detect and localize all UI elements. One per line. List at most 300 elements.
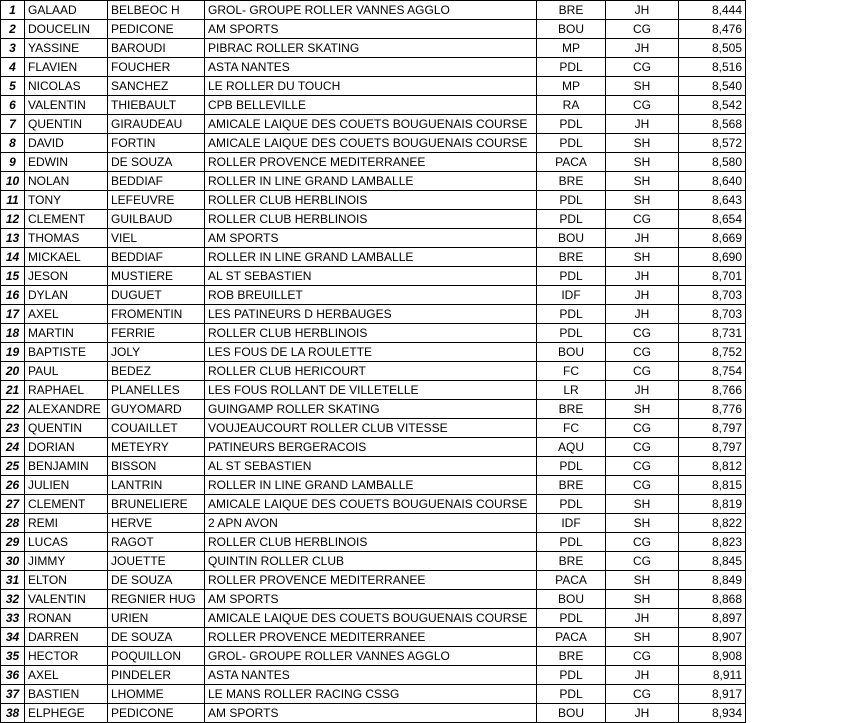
club-cell: PATINEURS BERGERACOIS [205, 438, 537, 457]
table-row [1, 248, 746, 267]
table-row [1, 191, 746, 210]
category-cell: CG [606, 58, 679, 77]
time-cell: 8,812 [679, 457, 746, 476]
club-cell: 2 APN AVON [205, 514, 537, 533]
first-name-cell: AXEL [25, 305, 108, 324]
first-name-cell: VALENTIN [25, 96, 108, 115]
category-cell: CG [606, 647, 679, 666]
category-cell: SH [606, 77, 679, 96]
league-cell: BOU [537, 20, 606, 39]
time-cell: 8,917 [679, 685, 746, 704]
last-name-cell: SANCHEZ [108, 77, 205, 96]
club-cell: ROLLER CLUB HERBLINOIS [205, 533, 537, 552]
table-row [1, 362, 746, 381]
category-cell: CG [606, 533, 679, 552]
last-name-cell: PEDICONE [108, 704, 205, 723]
first-name-cell: THOMAS [25, 229, 108, 248]
category-cell: JH [606, 1, 679, 20]
category-cell: JH [606, 267, 679, 286]
league-cell: BRE [537, 476, 606, 495]
table-row [1, 571, 746, 590]
rank-cell: 2 [1, 20, 25, 39]
league-cell: AQU [537, 438, 606, 457]
table-row [1, 685, 746, 704]
table-row [1, 476, 746, 495]
league-cell: PDL [537, 495, 606, 514]
category-cell: CG [606, 20, 679, 39]
table-row [1, 1, 746, 20]
rank-cell: 32 [1, 590, 25, 609]
first-name-cell: DYLAN [25, 286, 108, 305]
table-row [1, 324, 746, 343]
league-cell: PACA [537, 571, 606, 590]
club-cell: VOUJEAUCOURT ROLLER CLUB VITESSE [205, 419, 537, 438]
table-row [1, 647, 746, 666]
first-name-cell: BENJAMIN [25, 457, 108, 476]
table-row [1, 153, 746, 172]
time-cell: 8,643 [679, 191, 746, 210]
time-cell: 8,907 [679, 628, 746, 647]
last-name-cell: POQUILLON [108, 647, 205, 666]
category-cell: SH [606, 134, 679, 153]
category-cell: SH [606, 248, 679, 267]
table-row [1, 533, 746, 552]
time-cell: 8,797 [679, 419, 746, 438]
last-name-cell: VIEL [108, 229, 205, 248]
first-name-cell: LUCAS [25, 533, 108, 552]
last-name-cell: THIEBAULT [108, 96, 205, 115]
category-cell: SH [606, 172, 679, 191]
club-cell: GUINGAMP ROLLER SKATING [205, 400, 537, 419]
rank-cell: 6 [1, 96, 25, 115]
last-name-cell: DUGUET [108, 286, 205, 305]
last-name-cell: COUAILLET [108, 419, 205, 438]
rank-cell: 9 [1, 153, 25, 172]
first-name-cell: ELPHEGE [25, 704, 108, 723]
last-name-cell: FERRIE [108, 324, 205, 343]
club-cell: AMICALE LAIQUE DES COUETS BOUGUENAIS COURSE [205, 609, 537, 628]
first-name-cell: JULIEN [25, 476, 108, 495]
last-name-cell: REGNIER HUG [108, 590, 205, 609]
table-row [1, 666, 746, 685]
league-cell: PDL [537, 305, 606, 324]
last-name-cell: DE SOUZA [108, 628, 205, 647]
club-cell: AM SPORTS [205, 704, 537, 723]
league-cell: LR [537, 381, 606, 400]
category-cell: CG [606, 457, 679, 476]
first-name-cell: JIMMY [25, 552, 108, 571]
club-cell: ASTA NANTES [205, 666, 537, 685]
first-name-cell: REMI [25, 514, 108, 533]
last-name-cell: PINDELER [108, 666, 205, 685]
first-name-cell: NICOLAS [25, 77, 108, 96]
time-cell: 8,868 [679, 590, 746, 609]
time-cell: 8,776 [679, 400, 746, 419]
club-cell: AMICALE LAIQUE DES COUETS BOUGUENAIS COURSE [205, 115, 537, 134]
league-cell: BOU [537, 704, 606, 723]
table-row [1, 20, 746, 39]
rank-cell: 37 [1, 685, 25, 704]
table-row [1, 438, 746, 457]
league-cell: MP [537, 77, 606, 96]
last-name-cell: PEDICONE [108, 20, 205, 39]
first-name-cell: ELTON [25, 571, 108, 590]
time-cell: 8,640 [679, 172, 746, 191]
club-cell: ROLLER CLUB HERBLINOIS [205, 324, 537, 343]
results-body [1, 1, 746, 723]
category-cell: SH [606, 153, 679, 172]
first-name-cell: VALENTIN [25, 590, 108, 609]
league-cell: PDL [537, 115, 606, 134]
last-name-cell: BEDDIAF [108, 172, 205, 191]
table-row [1, 495, 746, 514]
time-cell: 8,815 [679, 476, 746, 495]
first-name-cell: DAVID [25, 134, 108, 153]
first-name-cell: MICKAEL [25, 248, 108, 267]
table-row [1, 267, 746, 286]
rank-cell: 26 [1, 476, 25, 495]
table-row [1, 419, 746, 438]
time-cell: 8,568 [679, 115, 746, 134]
table-row [1, 381, 746, 400]
table-row [1, 115, 746, 134]
category-cell: JH [606, 115, 679, 134]
first-name-cell: YASSINE [25, 39, 108, 58]
time-cell: 8,703 [679, 286, 746, 305]
league-cell: BOU [537, 590, 606, 609]
club-cell: ASTA NANTES [205, 58, 537, 77]
club-cell: GROL- GROUPE ROLLER VANNES AGGLO [205, 1, 537, 20]
time-cell: 8,766 [679, 381, 746, 400]
time-cell: 8,908 [679, 647, 746, 666]
rank-cell: 17 [1, 305, 25, 324]
rank-cell: 3 [1, 39, 25, 58]
time-cell: 8,580 [679, 153, 746, 172]
rank-cell: 24 [1, 438, 25, 457]
time-cell: 8,669 [679, 229, 746, 248]
first-name-cell: QUENTIN [25, 419, 108, 438]
category-cell: JH [606, 305, 679, 324]
first-name-cell: RAPHAEL [25, 381, 108, 400]
first-name-cell: BAPTISTE [25, 343, 108, 362]
last-name-cell: FORTIN [108, 134, 205, 153]
club-cell: ROLLER PROVENCE MEDITERRANEE [205, 153, 537, 172]
last-name-cell: GIRAUDEAU [108, 115, 205, 134]
club-cell: ROLLER IN LINE GRAND LAMBALLE [205, 476, 537, 495]
category-cell: SH [606, 400, 679, 419]
first-name-cell: PAUL [25, 362, 108, 381]
league-cell: PDL [537, 191, 606, 210]
category-cell: CG [606, 96, 679, 115]
last-name-cell: BAROUDI [108, 39, 205, 58]
club-cell: AL ST SEBASTIEN [205, 267, 537, 286]
club-cell: ROLLER IN LINE GRAND LAMBALLE [205, 172, 537, 191]
table-row [1, 609, 746, 628]
last-name-cell: FOUCHER [108, 58, 205, 77]
club-cell: ROLLER PROVENCE MEDITERRANEE [205, 628, 537, 647]
category-cell: CG [606, 343, 679, 362]
league-cell: BRE [537, 552, 606, 571]
club-cell: GROL- GROUPE ROLLER VANNES AGGLO [205, 647, 537, 666]
last-name-cell: BEDEZ [108, 362, 205, 381]
league-cell: PDL [537, 324, 606, 343]
club-cell: CPB BELLEVILLE [205, 96, 537, 115]
last-name-cell: LEFEUVRE [108, 191, 205, 210]
league-cell: BRE [537, 400, 606, 419]
league-cell: IDF [537, 286, 606, 305]
table-row [1, 343, 746, 362]
club-cell: ROB BREUILLET [205, 286, 537, 305]
time-cell: 8,703 [679, 305, 746, 324]
league-cell: PDL [537, 134, 606, 153]
table-row [1, 172, 746, 191]
league-cell: RA [537, 96, 606, 115]
club-cell: LES PATINEURS D HERBAUGES [205, 305, 537, 324]
time-cell: 8,911 [679, 666, 746, 685]
table-row [1, 210, 746, 229]
category-cell: JH [606, 229, 679, 248]
first-name-cell: GALAAD [25, 1, 108, 20]
league-cell: BOU [537, 343, 606, 362]
time-cell: 8,797 [679, 438, 746, 457]
category-cell: SH [606, 628, 679, 647]
first-name-cell: DORIAN [25, 438, 108, 457]
league-cell: FC [537, 362, 606, 381]
table-row [1, 96, 746, 115]
last-name-cell: URIEN [108, 609, 205, 628]
rank-cell: 28 [1, 514, 25, 533]
club-cell: ROLLER IN LINE GRAND LAMBALLE [205, 248, 537, 267]
last-name-cell: HERVE [108, 514, 205, 533]
rank-cell: 5 [1, 77, 25, 96]
league-cell: PDL [537, 666, 606, 685]
league-cell: BRE [537, 647, 606, 666]
first-name-cell: FLAVIEN [25, 58, 108, 77]
rank-cell: 7 [1, 115, 25, 134]
category-cell: CG [606, 476, 679, 495]
first-name-cell: JESON [25, 267, 108, 286]
first-name-cell: TONY [25, 191, 108, 210]
club-cell: LES FOUS DE LA ROULETTE [205, 343, 537, 362]
time-cell: 8,505 [679, 39, 746, 58]
category-cell: CG [606, 210, 679, 229]
time-cell: 8,822 [679, 514, 746, 533]
category-cell: JH [606, 704, 679, 723]
table-row [1, 39, 746, 58]
club-cell: PIBRAC ROLLER SKATING [205, 39, 537, 58]
league-cell: PDL [537, 457, 606, 476]
table-row [1, 552, 746, 571]
rank-cell: 38 [1, 704, 25, 723]
rank-cell: 22 [1, 400, 25, 419]
rank-cell: 1 [1, 1, 25, 20]
first-name-cell: ALEXANDRE [25, 400, 108, 419]
time-cell: 8,476 [679, 20, 746, 39]
last-name-cell: MUSTIERE [108, 267, 205, 286]
last-name-cell: METEYRY [108, 438, 205, 457]
time-cell: 8,444 [679, 1, 746, 20]
club-cell: LE ROLLER DU TOUCH [205, 77, 537, 96]
last-name-cell: BISSON [108, 457, 205, 476]
rank-cell: 29 [1, 533, 25, 552]
first-name-cell: DOUCELIN [25, 20, 108, 39]
table-row [1, 457, 746, 476]
category-cell: SH [606, 590, 679, 609]
league-cell: PDL [537, 58, 606, 77]
time-cell: 8,731 [679, 324, 746, 343]
rank-cell: 8 [1, 134, 25, 153]
first-name-cell: RONAN [25, 609, 108, 628]
club-cell: AM SPORTS [205, 229, 537, 248]
league-cell: IDF [537, 514, 606, 533]
last-name-cell: RAGOT [108, 533, 205, 552]
last-name-cell: DE SOUZA [108, 153, 205, 172]
rank-cell: 15 [1, 267, 25, 286]
category-cell: CG [606, 438, 679, 457]
first-name-cell: BASTIEN [25, 685, 108, 704]
rank-cell: 27 [1, 495, 25, 514]
rank-cell: 13 [1, 229, 25, 248]
last-name-cell: GUYOMARD [108, 400, 205, 419]
first-name-cell: AXEL [25, 666, 108, 685]
category-cell: JH [606, 286, 679, 305]
category-cell: SH [606, 571, 679, 590]
time-cell: 8,690 [679, 248, 746, 267]
category-cell: JH [606, 39, 679, 58]
last-name-cell: DE SOUZA [108, 571, 205, 590]
time-cell: 8,516 [679, 58, 746, 77]
last-name-cell: GUILBAUD [108, 210, 205, 229]
last-name-cell: LHOMME [108, 685, 205, 704]
rank-cell: 31 [1, 571, 25, 590]
league-cell: PDL [537, 267, 606, 286]
league-cell: PDL [537, 210, 606, 229]
league-cell: BOU [537, 229, 606, 248]
table-row [1, 134, 746, 153]
time-cell: 8,819 [679, 495, 746, 514]
category-cell: SH [606, 495, 679, 514]
table-row [1, 58, 746, 77]
category-cell: CG [606, 324, 679, 343]
category-cell: CG [606, 419, 679, 438]
club-cell: ROLLER CLUB HERBLINOIS [205, 191, 537, 210]
last-name-cell: BEDDIAF [108, 248, 205, 267]
league-cell: PACA [537, 628, 606, 647]
league-cell: PDL [537, 685, 606, 704]
rank-cell: 12 [1, 210, 25, 229]
club-cell: ROLLER PROVENCE MEDITERRANEE [205, 571, 537, 590]
rank-cell: 14 [1, 248, 25, 267]
first-name-cell: QUENTIN [25, 115, 108, 134]
league-cell: BRE [537, 248, 606, 267]
time-cell: 8,849 [679, 571, 746, 590]
table-row [1, 628, 746, 647]
league-cell: PDL [537, 609, 606, 628]
league-cell: PDL [537, 533, 606, 552]
time-cell: 8,701 [679, 267, 746, 286]
last-name-cell: BRUNELIERE [108, 495, 205, 514]
last-name-cell: LANTRIN [108, 476, 205, 495]
category-cell: JH [606, 666, 679, 685]
table-row [1, 590, 746, 609]
table-row [1, 400, 746, 419]
club-cell: LE MANS ROLLER RACING CSSG [205, 685, 537, 704]
time-cell: 8,654 [679, 210, 746, 229]
last-name-cell: BELBEOC H [108, 1, 205, 20]
last-name-cell: JOLY [108, 343, 205, 362]
rank-cell: 30 [1, 552, 25, 571]
first-name-cell: HECTOR [25, 647, 108, 666]
category-cell: CG [606, 685, 679, 704]
category-cell: SH [606, 191, 679, 210]
club-cell: LES FOUS ROLLANT DE VILLETELLE [205, 381, 537, 400]
club-cell: QUINTIN ROLLER CLUB [205, 552, 537, 571]
league-cell: MP [537, 39, 606, 58]
table-row [1, 704, 746, 723]
table-row [1, 77, 746, 96]
club-cell: AM SPORTS [205, 590, 537, 609]
table-row [1, 229, 746, 248]
time-cell: 8,752 [679, 343, 746, 362]
league-cell: FC [537, 419, 606, 438]
club-cell: AMICALE LAIQUE DES COUETS BOUGUENAIS COURSE [205, 134, 537, 153]
first-name-cell: MARTIN [25, 324, 108, 343]
club-cell: AMICALE LAIQUE DES COUETS BOUGUENAIS COURSE [205, 495, 537, 514]
rank-cell: 11 [1, 191, 25, 210]
time-cell: 8,845 [679, 552, 746, 571]
club-cell: ROLLER CLUB HERBLINOIS [205, 210, 537, 229]
category-cell: JH [606, 381, 679, 400]
rank-cell: 36 [1, 666, 25, 685]
rank-cell: 35 [1, 647, 25, 666]
last-name-cell: PLANELLES [108, 381, 205, 400]
time-cell: 8,542 [679, 96, 746, 115]
club-cell: AM SPORTS [205, 20, 537, 39]
category-cell: JH [606, 609, 679, 628]
time-cell: 8,934 [679, 704, 746, 723]
table-row [1, 305, 746, 324]
category-cell: SH [606, 514, 679, 533]
rank-cell: 19 [1, 343, 25, 362]
rank-cell: 18 [1, 324, 25, 343]
rank-cell: 10 [1, 172, 25, 191]
rank-cell: 20 [1, 362, 25, 381]
league-cell: PACA [537, 153, 606, 172]
rank-cell: 23 [1, 419, 25, 438]
time-cell: 8,540 [679, 77, 746, 96]
category-cell: CG [606, 552, 679, 571]
rank-cell: 16 [1, 286, 25, 305]
time-cell: 8,897 [679, 609, 746, 628]
rank-cell: 34 [1, 628, 25, 647]
first-name-cell: DARREN [25, 628, 108, 647]
rank-cell: 33 [1, 609, 25, 628]
table-row [1, 286, 746, 305]
rank-cell: 25 [1, 457, 25, 476]
last-name-cell: FROMENTIN [108, 305, 205, 324]
last-name-cell: JOUETTE [108, 552, 205, 571]
club-cell: AL ST SEBASTIEN [205, 457, 537, 476]
rank-cell: 21 [1, 381, 25, 400]
rank-cell: 4 [1, 58, 25, 77]
club-cell: ROLLER CLUB HERICOURT [205, 362, 537, 381]
league-cell: BRE [537, 172, 606, 191]
first-name-cell: CLEMENT [25, 495, 108, 514]
league-cell: BRE [537, 1, 606, 20]
first-name-cell: EDWIN [25, 153, 108, 172]
time-cell: 8,754 [679, 362, 746, 381]
time-cell: 8,572 [679, 134, 746, 153]
